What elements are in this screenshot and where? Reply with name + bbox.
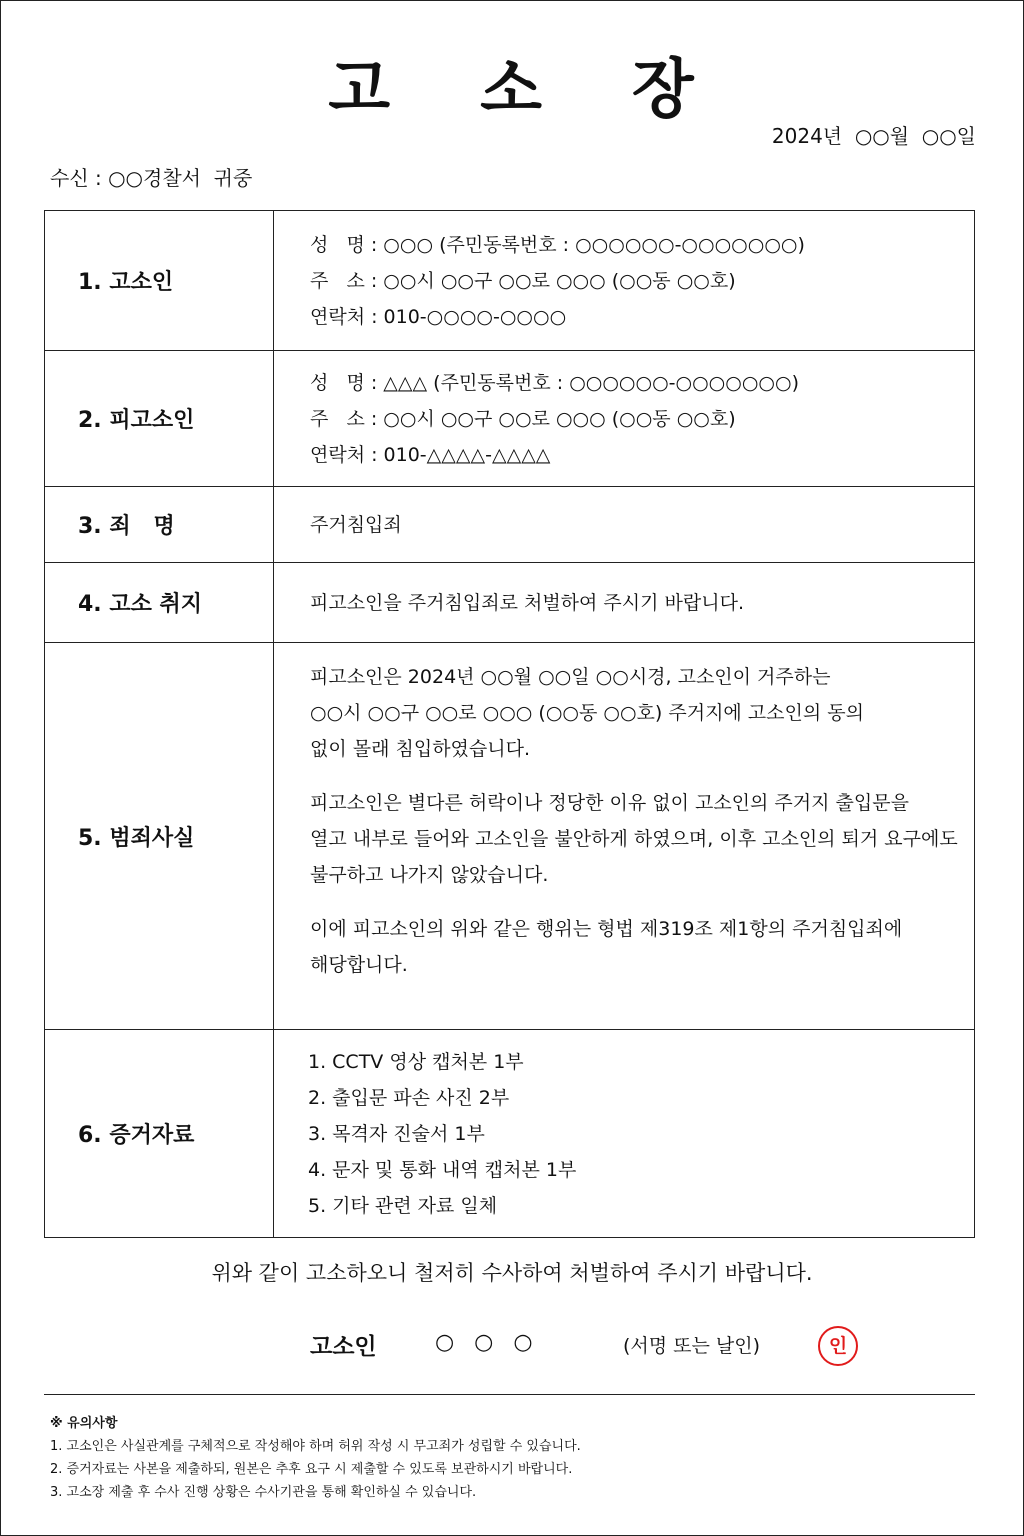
facts-content <box>274 643 975 1030</box>
title-char: 소 <box>480 53 544 127</box>
signature-block <box>310 1326 870 1366</box>
complainant-label: 1. 고소인 <box>45 211 274 351</box>
accused-address-line: 주 소 : ○○시 ○○구 ○○로 ○○○ (○○동 ○○호) <box>310 407 736 430</box>
facts-paragraph: 피고소인은 별다른 허락이나 정당한 이유 없이 고소인의 주거지 출입문을 열고 내부로 들어와 고소인을 불안하게 하였으며, 이후 고소인의 퇴거 요구에도 불구하고 나가지 않았습니다. <box>310 792 958 886</box>
table-row-accused <box>45 351 975 487</box>
facts-paragraph: 이에 피고소인의 위와 같은 행위는 형법 제319조 제1항의 주거침입죄에 해당합니다. <box>310 918 903 976</box>
document-date: 2024년 ○○월 ○○일 <box>771 124 976 148</box>
notes-item: 2. 증거자료는 사본을 제출하되, 원본은 추후 요구 시 제출할 수 있도록 보관하시기 바랍니다. <box>50 1462 573 1477</box>
evidence-item: 3. 목격자 진술서 1부 <box>308 1122 485 1145</box>
complaint-table <box>44 210 975 1238</box>
accused-details <box>274 351 975 487</box>
complainant-name-line: 성 명 : ○○○ (주민동록번호 : ○○○○○○-○○○○○○○) <box>310 233 805 256</box>
document-title <box>0 50 1024 130</box>
accused-label: 2. 피고소인 <box>45 351 274 487</box>
purpose-text: 피고소인을 주거침입죄로 처벌하여 주시기 바랍니다. <box>274 563 975 643</box>
accused-name-line: 성 명 : △△△ (주민동록번호 : ○○○○○○-○○○○○○○) <box>310 371 799 394</box>
title-char: 고 <box>328 53 393 127</box>
notes-item: 3. 고소장 제출 후 수사 진행 상황은 수사기관을 통해 확인하실 수 있습니다. <box>50 1485 477 1500</box>
notes-title: ※ 유의사항 <box>50 1416 118 1431</box>
closing-statement: 위와 같이 고소하오니 철저히 수사하여 처벌하여 주시기 바랍니다. <box>211 1261 813 1285</box>
table-row-charge <box>45 487 975 563</box>
signature-note: (서명 또는 날인) <box>623 1335 761 1357</box>
seal-stamp-icon: 인 <box>818 1326 858 1366</box>
complainant-address-line: 주 소 : ○○시 ○○구 ○○로 ○○○ (○○동 ○○호) <box>310 269 736 292</box>
table-row-facts <box>45 643 975 1030</box>
complainant-details <box>274 211 975 351</box>
evidence-list <box>274 1030 975 1238</box>
complainant-contact-line: 연락처 : 010-○○○○-○○○○ <box>310 305 567 328</box>
signature-label: 고소인 <box>310 1334 377 1360</box>
table-row-purpose <box>45 563 975 643</box>
table-row-complainant <box>45 211 975 351</box>
evidence-item: 2. 출입문 파손 사진 2부 <box>308 1086 510 1109</box>
evidence-item: 1. CCTV 영상 캡처본 1부 <box>308 1050 524 1073</box>
recipient-line: 수신 : ○○경찰서 귀중 <box>50 166 253 190</box>
notes-item: 1. 고소인은 사실관계를 구체적으로 작성해야 하며 허위 작성 시 무고죄가 성립할 수 있습니다. <box>50 1439 581 1454</box>
evidence-item: 4. 문자 및 통화 내역 캡처본 1부 <box>308 1158 577 1181</box>
signature-name: ○ ○ ○ <box>435 1330 535 1355</box>
notes-section <box>50 1413 970 1504</box>
evidence-item: 5. 기타 관련 자료 일체 <box>308 1194 498 1217</box>
notes-divider <box>44 1394 975 1395</box>
table-row-evidence <box>45 1030 975 1238</box>
evidence-label: 6. 증거자료 <box>45 1030 274 1238</box>
charge-label: 3. 죄 명 <box>45 487 274 563</box>
facts-label: 5. 범죄사실 <box>45 643 274 1030</box>
title-char: 장 <box>631 53 696 127</box>
purpose-label: 4. 고소 취지 <box>45 563 274 643</box>
accused-contact-line: 연락처 : 010-△△△△-△△△△ <box>310 443 551 466</box>
charge-text: 주거침입죄 <box>274 487 975 563</box>
facts-paragraph: 피고소인은 2024년 ○○월 ○○일 ○○시경, 고소인이 거주하는 ○○시 ○○구 ○○로 ○○○ (○○동 ○○호) 주거지에 고소인의 동의 없이 몰래 침입하였습니다. <box>310 666 864 760</box>
